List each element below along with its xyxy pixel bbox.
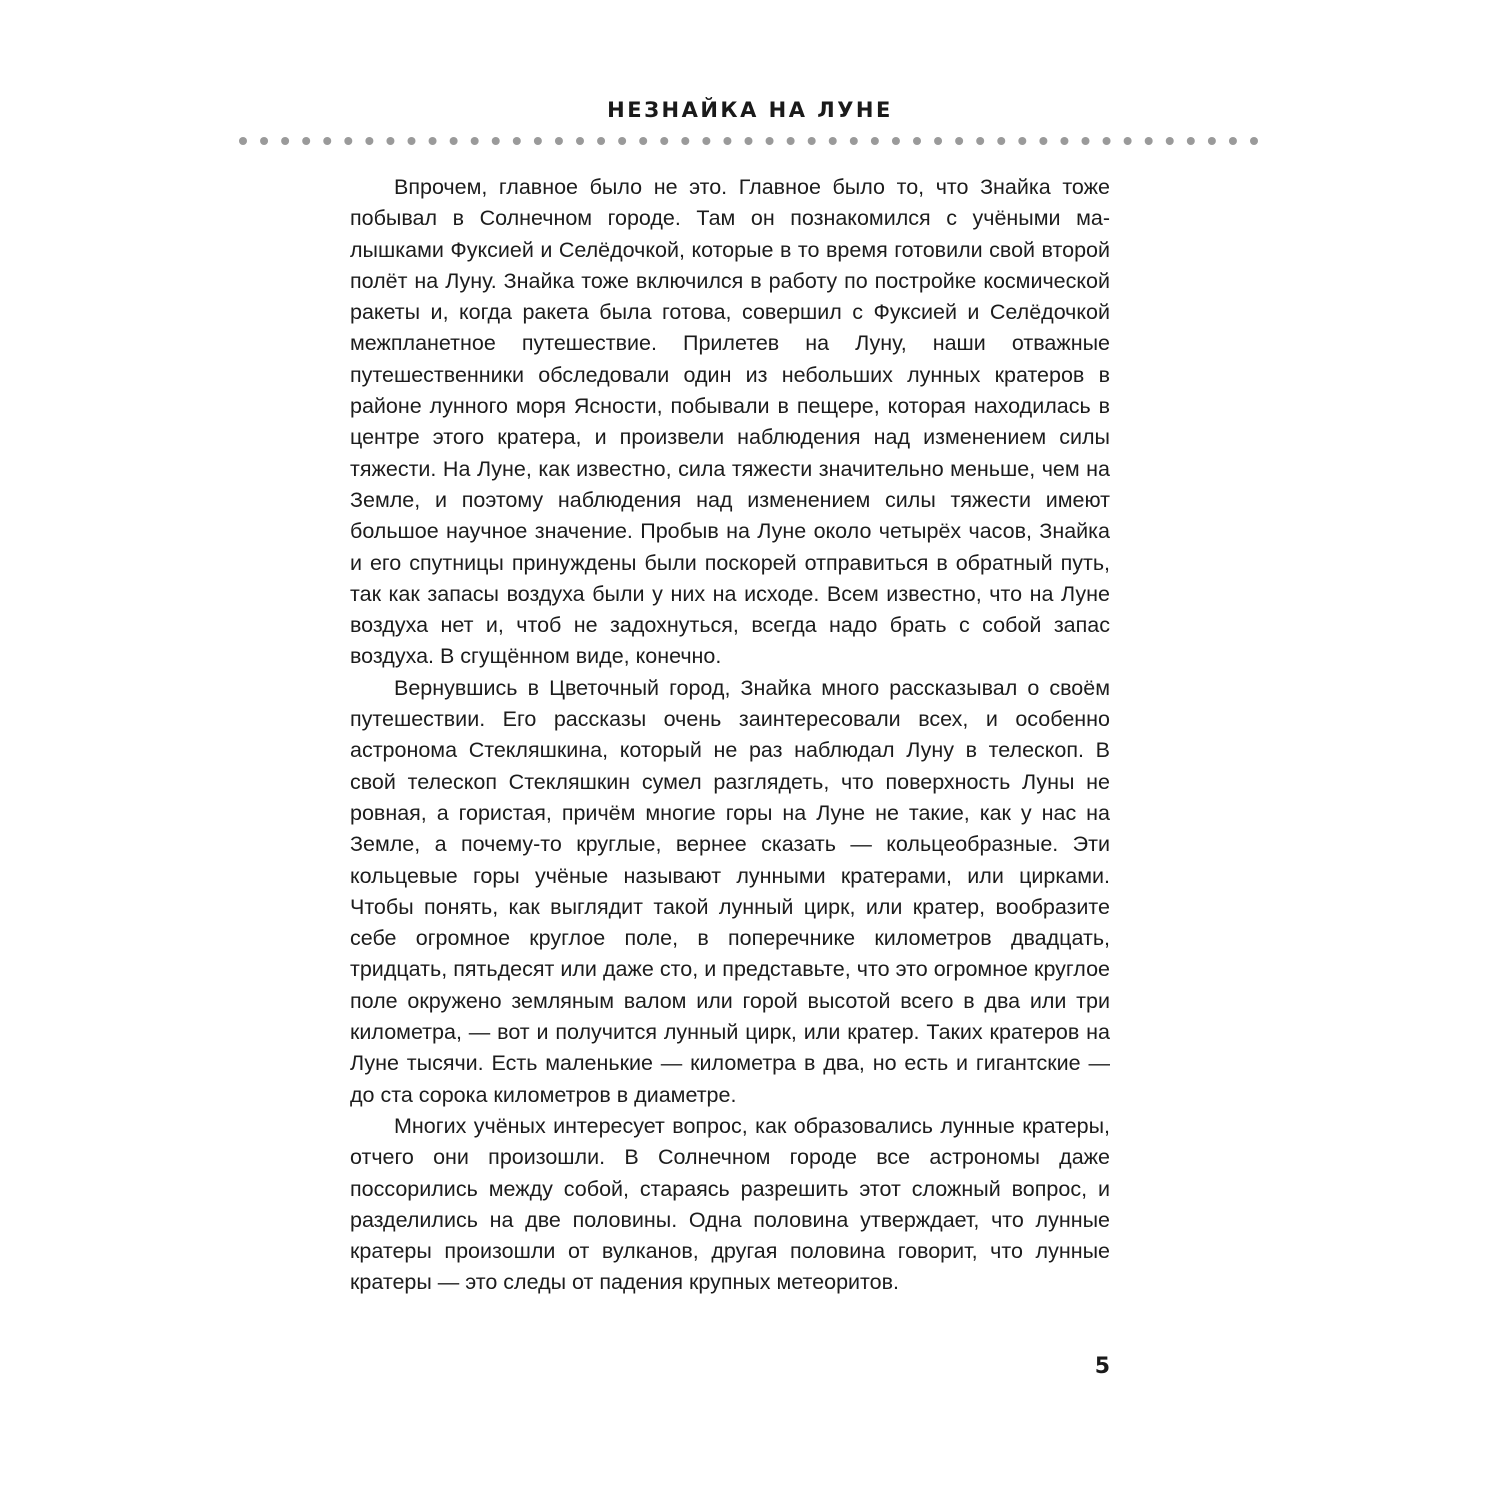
paragraph-3: Многих учёных интересует вопрос, как образовались лунные кратеры, отчего они произошли. В Солнечном городе все астрономы даже поссорились между собой, стараясь разрешить этот сложный вопрос, и разделились на две половины. Одна половина утверждает, что лунные кратеры произошли от вулканов, другая половина говорит, что лунные кратеры — это следы от падения крупных метеоритов. <box>350 1113 1110 1295</box>
divider-dot <box>829 137 837 145</box>
body-text <box>350 172 1110 1299</box>
divider-dot <box>365 137 373 145</box>
divider-dot <box>260 137 268 145</box>
divider-dot <box>1229 137 1237 145</box>
divider-dot <box>808 137 816 145</box>
paragraph-2: Вернувшись в Цветочный город, Знайка много рассказывал о своём путешествии. Его рассказы очень заинтересовали всех, и особенно астронома Стекляшкина, который не раз наблюдал Луну в телескоп. В свой телескоп Стекляшкин сумел разглядеть, что поверхность Луны не ровная, а гористая, причём многие горы на Луне не такие, как у нас на Земле, а почему-то круглые, вернее сказать — кольцеобразные. Эти кольцевые горы учёные называют лунными кратерами, или цирками. Чтобы понять, как выглядит такой лунный цирк, или кратер, вообразите себе огромное круглое поле, в поперечнике километров двадцать, тридцать, пятьдесят или даже сто, и представьте, что это огромное круглое поле окружено земляным валом или горой высотой всего в два или три километра, — вот и получится лунный цирк, или кратер. Таких кратеров на Луне тысячи. Есть маленькие — километра в два, но есть и гигантские — до ста сорока километров в диаметре. <box>350 675 1110 1107</box>
divider-dot <box>1082 137 1090 145</box>
divider-dot <box>302 137 310 145</box>
divider-dot <box>955 137 963 145</box>
divider-dot <box>555 137 563 145</box>
divider-dot <box>492 137 500 145</box>
divider-dot <box>639 137 647 145</box>
divider-dot <box>892 137 900 145</box>
divider-dot <box>408 137 416 145</box>
divider-dot <box>745 137 753 145</box>
divider-dot <box>934 137 942 145</box>
divider-dot <box>723 137 731 145</box>
divider-dot <box>1039 137 1047 145</box>
running-title: НЕЗНАЙКА НА ЛУНЕ <box>607 98 893 122</box>
divider-dot <box>513 137 521 145</box>
divider-dot <box>1103 137 1111 145</box>
divider-dot <box>850 137 858 145</box>
dotted-divider <box>236 134 1261 148</box>
divider-dot <box>471 137 479 145</box>
divider-dot <box>1018 137 1026 145</box>
divider-dot <box>913 137 921 145</box>
divider-dot <box>1166 137 1174 145</box>
divider-dot <box>1060 137 1068 145</box>
divider-dot <box>576 137 584 145</box>
divider-dot <box>871 137 879 145</box>
divider-dot <box>597 137 605 145</box>
divider-dot <box>429 137 437 145</box>
divider-dot <box>386 137 394 145</box>
paragraph-1: Впрочем, главное было не это. Главное было то, что Знайка тоже побывал в Солнечном городе. Там он познакомился с учёными малышками Фуксией и Селёдочкой, которые в то время готовили свой второй полёт на Луну. Знайка тоже включился в работу по постройке космической ракеты и, когда ракета была готова, совершил с Фуксией и Селёдочкой межпланетное путешествие. Прилетев на Луну, наши отважные путешественники обследовали один из небольших лунных кратеров в районе лунного моря Ясности, побывали в пещере, которая находилась в центре этого кратера, и произвели наблюдения над изменением силы тяжести. На Луне, как известно, сила тяжести значительно меньше, чем на Земле, и поэтому наблюдения над изменением силы тяжести имеют большое научное значение. Пробыв на Луне около четырёх часов, Знайка и его спутницы принуждены были поскорей отправиться в обратный путь, так как запасы воздуха были у них на исходе. Всем известно, что на Луне воздуха нет и, чтоб не задохнуться, всегда надо брать с собой запас воздуха. В сгущённом виде, конечно. <box>350 175 1110 669</box>
divider-dot <box>976 137 984 145</box>
divider-dot <box>281 137 289 145</box>
divider-dot <box>997 137 1005 145</box>
divider-dot <box>450 137 458 145</box>
divider-dot <box>1145 137 1153 145</box>
divider-dot <box>1187 137 1195 145</box>
divider-dot <box>618 137 626 145</box>
divider-dot <box>323 137 331 145</box>
divider-dot <box>344 137 352 145</box>
divider-dot <box>1124 137 1132 145</box>
divider-dot <box>787 137 795 145</box>
divider-dot <box>239 137 247 145</box>
divider-dot <box>766 137 774 145</box>
divider-dot <box>681 137 689 145</box>
divider-dot <box>534 137 542 145</box>
divider-dot <box>702 137 710 145</box>
page-number: 5 <box>1094 1354 1110 1379</box>
divider-dot <box>1208 137 1216 145</box>
divider-dot <box>1250 137 1258 145</box>
divider-dot <box>660 137 668 145</box>
